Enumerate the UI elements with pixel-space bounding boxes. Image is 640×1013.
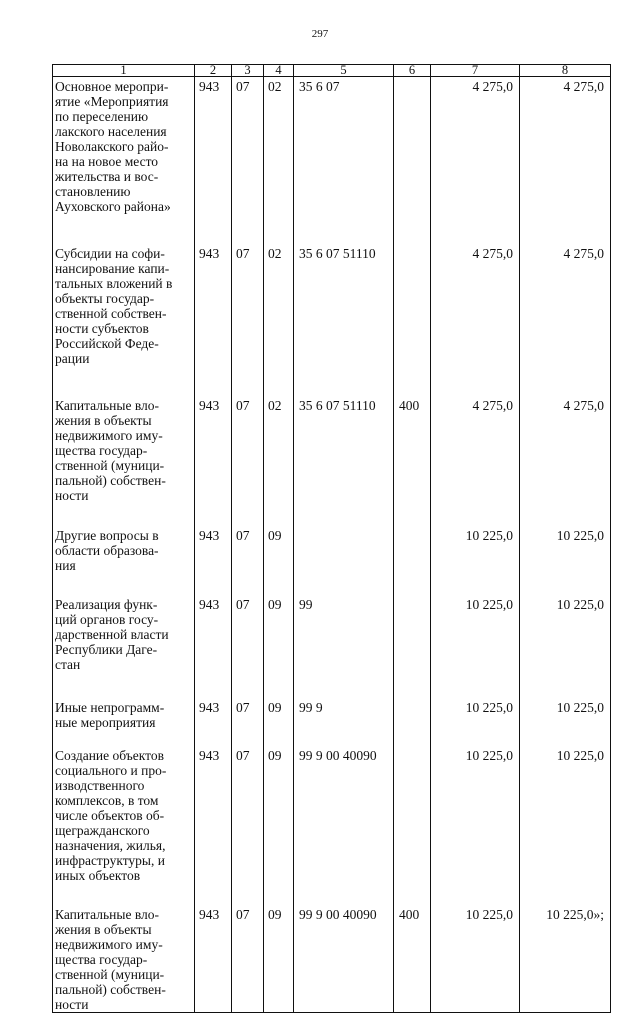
row-name-line: рации	[55, 351, 90, 366]
amount-next-cell: 10 225,0	[520, 526, 611, 595]
code-cell: 943	[195, 698, 232, 746]
amount-next-cell: 10 225,0	[520, 595, 611, 698]
row-name-line: по переселению	[55, 109, 149, 124]
code-cell: 943	[195, 526, 232, 595]
table-row	[53, 905, 611, 1013]
subsection-cell: 09	[264, 905, 294, 1013]
subsection-cell: 09	[264, 526, 294, 595]
row-name-line: ций органов госу-	[55, 612, 159, 627]
row-name-line: нансирование капи-	[55, 261, 170, 276]
subsection-cell: 09	[264, 698, 294, 746]
row-name-line: щегражданского	[55, 823, 150, 838]
row-name-line: дарственной власти	[55, 627, 169, 642]
header-row	[53, 65, 611, 77]
code-cell: 943	[195, 595, 232, 698]
section-cell: 07	[232, 595, 264, 698]
row-name-line: ственной собствен-	[55, 306, 167, 321]
row-name-line: Новолакского райо-	[55, 139, 169, 154]
row-name-line: области образова-	[55, 543, 159, 558]
table-row	[53, 244, 611, 396]
table-row	[53, 746, 611, 905]
target-article-cell: 99 9 00 40090	[294, 905, 394, 1013]
row-name-cell	[53, 526, 195, 595]
row-name-line: на на новое место	[55, 154, 159, 169]
amount-next-cell: 4 275,0	[520, 77, 611, 245]
row-name-line: Реализация функ-	[55, 597, 158, 612]
header-cell-4: 4	[264, 65, 294, 77]
section-cell: 07	[232, 526, 264, 595]
row-name-line: Ауховского района»	[55, 199, 171, 214]
amount-next-cell: 4 275,0	[520, 244, 611, 396]
row-name-cell	[53, 905, 195, 1013]
expense-type-cell: 400	[394, 905, 431, 1013]
row-name-line: недвижимого иму-	[55, 937, 163, 952]
row-name-cell	[53, 244, 195, 396]
target-article-cell: 35 6 07	[294, 77, 394, 245]
section-cell: 07	[232, 244, 264, 396]
row-name-line: числе объектов об-	[55, 808, 165, 823]
row-name-line: щества государ-	[55, 952, 148, 967]
row-name-line: стан	[55, 657, 81, 672]
subsection-cell: 02	[264, 244, 294, 396]
amount-cell: 4 275,0	[431, 244, 520, 396]
target-article-cell: 99 9 00 40090	[294, 746, 394, 905]
row-name-cell	[53, 698, 195, 746]
header-cell-1: 1	[53, 65, 195, 77]
row-name-line: иных объектов	[55, 868, 141, 883]
amount-next-cell: 10 225,0	[520, 746, 611, 905]
row-name-line: ности	[55, 997, 89, 1012]
row-name-cell	[53, 595, 195, 698]
table-row	[53, 77, 611, 245]
row-name-line: комплексов, в том	[55, 793, 159, 808]
subsection-cell: 02	[264, 396, 294, 526]
budget-table	[52, 64, 611, 1013]
row-name-line: инфраструктуры, и	[55, 853, 165, 868]
row-name-line: тальных вложений в	[55, 276, 173, 291]
expense-type-cell	[394, 244, 431, 396]
row-name-line: Республики Даге-	[55, 642, 158, 657]
expense-type-cell	[394, 77, 431, 245]
row-name-line: Субсидии на софи-	[55, 246, 165, 261]
code-cell: 943	[195, 905, 232, 1013]
table-row	[53, 595, 611, 698]
amount-next-cell: 10 225,0	[520, 698, 611, 746]
subsection-cell: 09	[264, 746, 294, 905]
page-number: 297	[311, 28, 329, 40]
row-name-line: пальной) собствен-	[55, 982, 166, 997]
amount-cell: 10 225,0	[431, 905, 520, 1013]
row-name-line: щества государ-	[55, 443, 148, 458]
row-name-line: становлению	[55, 184, 131, 199]
expense-type-cell	[394, 746, 431, 905]
row-name-cell	[53, 746, 195, 905]
row-name-line: социального и про-	[55, 763, 167, 778]
target-article-cell: 99	[294, 595, 394, 698]
row-name-line: недвижимого иму-	[55, 428, 163, 443]
table-body	[53, 77, 611, 1013]
row-name-line: ственной (муници-	[55, 967, 165, 982]
table-row	[53, 396, 611, 526]
amount-cell: 4 275,0	[431, 396, 520, 526]
row-name-line: лакского населения	[55, 124, 167, 139]
section-cell: 07	[232, 77, 264, 245]
row-name-line: жения в объекты	[55, 922, 152, 937]
target-article-cell: 35 6 07 51110	[294, 396, 394, 526]
section-cell: 07	[232, 746, 264, 905]
expense-type-cell	[394, 595, 431, 698]
row-name-line: изводственного	[55, 778, 145, 793]
row-name-line: Капитальные вло-	[55, 398, 159, 413]
expense-type-cell	[394, 526, 431, 595]
amount-next-cell: 10 225,0»;	[520, 905, 611, 1013]
section-cell: 07	[232, 698, 264, 746]
amount-next-cell: 4 275,0	[520, 396, 611, 526]
row-name-cell	[53, 396, 195, 526]
row-name-line: Российской Феде-	[55, 336, 159, 351]
row-name-line: пальной) собствен-	[55, 473, 166, 488]
header-cell-5: 5	[294, 65, 394, 77]
amount-cell: 10 225,0	[431, 698, 520, 746]
header-cell-7: 7	[431, 65, 520, 77]
row-name-line: Основное меропри-	[55, 79, 169, 94]
table-row	[53, 526, 611, 595]
target-article-cell: 99 9	[294, 698, 394, 746]
row-name-line: Другие вопросы в	[55, 528, 159, 543]
row-name-cell	[53, 77, 195, 245]
target-article-cell: 35 6 07 51110	[294, 244, 394, 396]
amount-cell: 10 225,0	[431, 595, 520, 698]
row-name-line: ные мероприятия	[55, 715, 156, 730]
row-name-line: ственной (муници-	[55, 458, 165, 473]
header-cell-6: 6	[394, 65, 431, 77]
code-cell: 943	[195, 746, 232, 905]
row-name-line: ния	[55, 558, 76, 573]
row-name-line: объекты государ-	[55, 291, 155, 306]
section-cell: 07	[232, 396, 264, 526]
code-cell: 943	[195, 244, 232, 396]
row-name-line: Иные непрограмм-	[55, 700, 165, 715]
amount-cell: 4 275,0	[431, 77, 520, 245]
row-name-line: назначения, жилья,	[55, 838, 166, 853]
table-row	[53, 698, 611, 746]
header-cell-3: 3	[232, 65, 264, 77]
row-name-line: жительства и вос-	[55, 169, 159, 184]
row-name-line: Капитальные вло-	[55, 907, 159, 922]
row-name-line: ности субъектов	[55, 321, 149, 336]
expense-type-cell	[394, 698, 431, 746]
row-name-line: ятие «Мероприятия	[55, 94, 169, 109]
row-name-line: Создание объектов	[55, 748, 165, 763]
code-cell: 943	[195, 77, 232, 245]
amount-cell: 10 225,0	[431, 746, 520, 905]
header-cell-8: 8	[520, 65, 611, 77]
subsection-cell: 02	[264, 77, 294, 245]
subsection-cell: 09	[264, 595, 294, 698]
header-cell-2: 2	[195, 65, 232, 77]
section-cell: 07	[232, 905, 264, 1013]
target-article-cell	[294, 526, 394, 595]
code-cell: 943	[195, 396, 232, 526]
row-name-line: жения в объекты	[55, 413, 152, 428]
amount-cell: 10 225,0	[431, 526, 520, 595]
expense-type-cell: 400	[394, 396, 431, 526]
row-name-line: ности	[55, 488, 89, 503]
